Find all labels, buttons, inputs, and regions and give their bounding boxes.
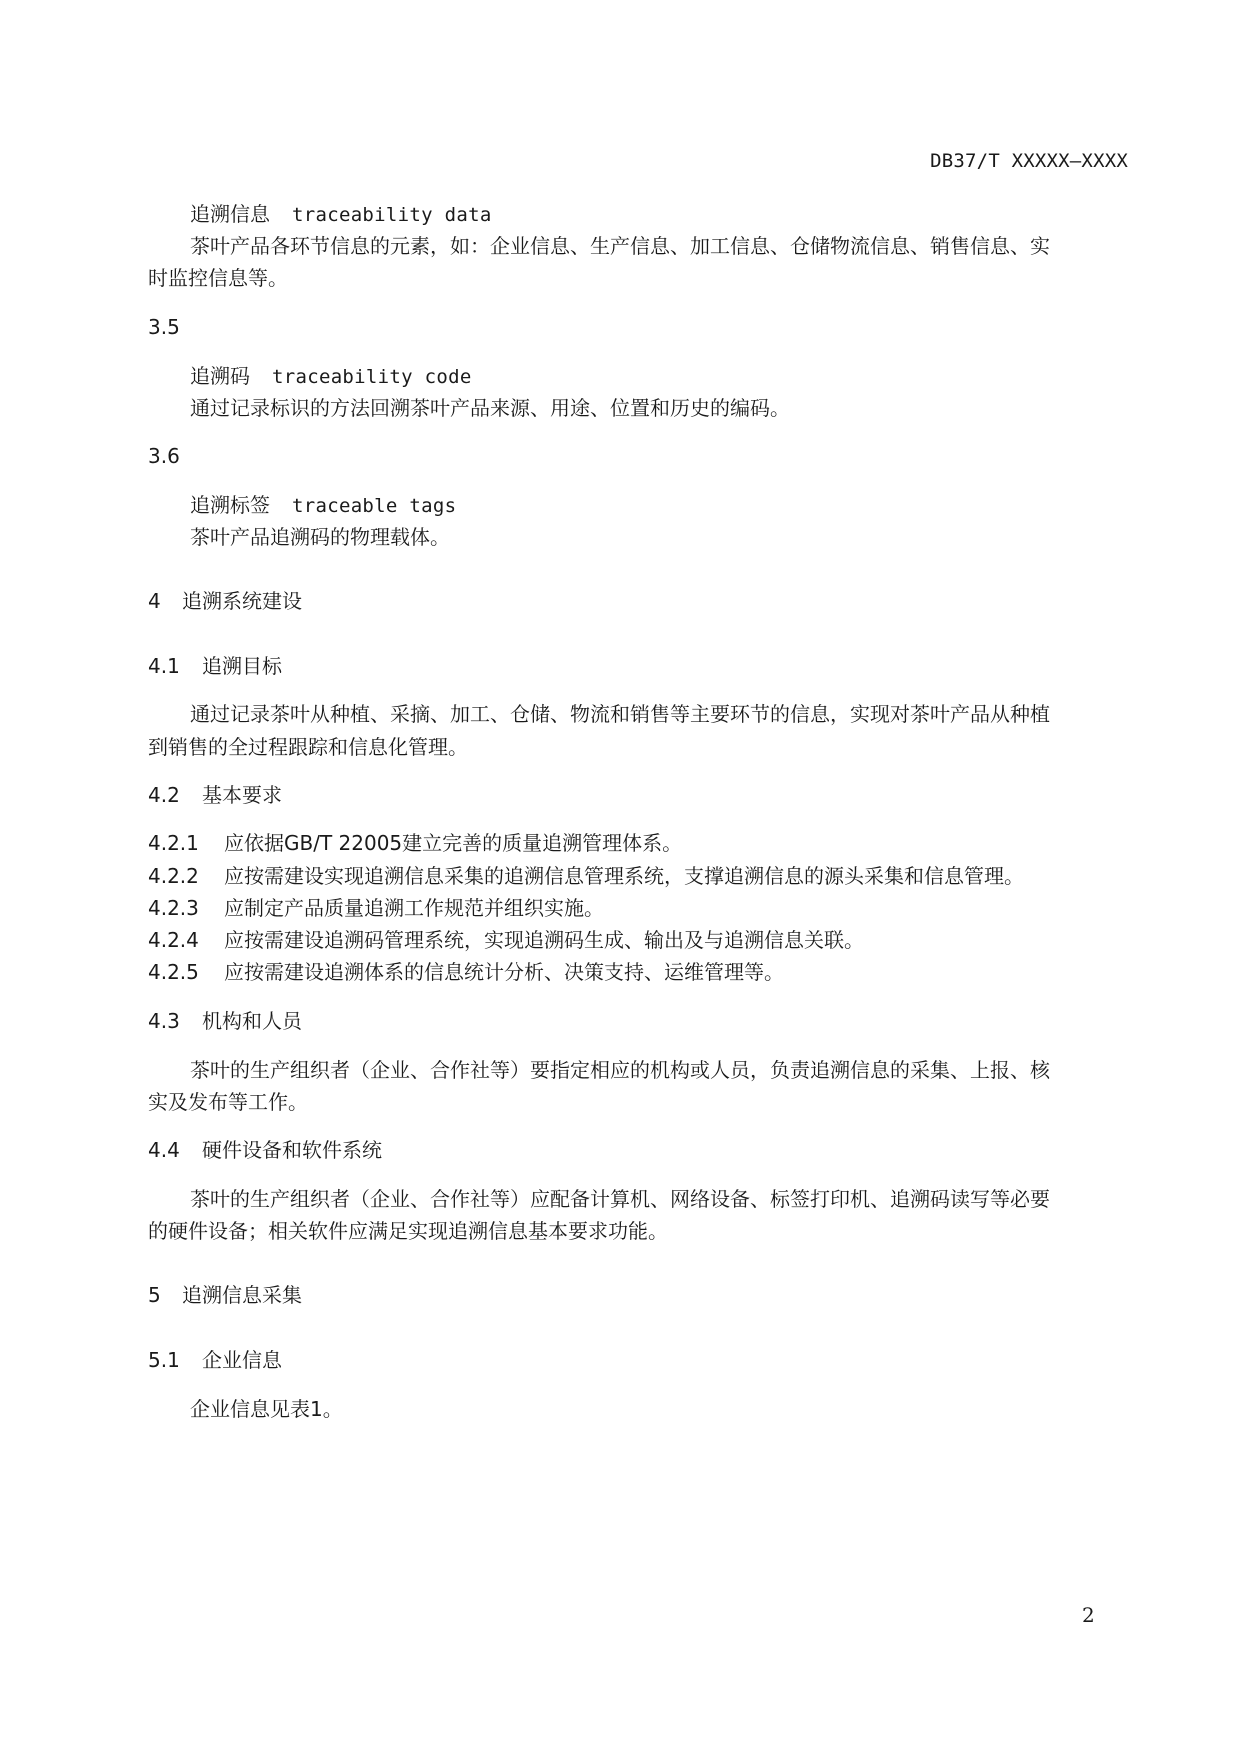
subsection-heading xyxy=(148,1345,282,1375)
clause-text: 应依据GB/T 22005建立完善的质量追溯管理体系。 xyxy=(224,831,683,855)
section-title: 追溯系统建设 xyxy=(182,589,302,613)
term-definition: 茶叶产品各环节信息的元素，如：企业信息、生产信息、加工信息、仓储物流信息、销售信息、实 xyxy=(190,234,1050,258)
term-number: 3.5 xyxy=(148,315,180,339)
clause-item xyxy=(148,828,682,858)
paragraph-line: 茶叶的生产组织者（企业、合作社等）应配备计算机、网络设备、标签打印机、追溯码读写等必要 xyxy=(190,1187,1050,1211)
term-zh: 追溯标签 xyxy=(190,493,270,517)
subsection-heading xyxy=(148,1006,302,1036)
subsection-number: 4.2 xyxy=(148,783,180,807)
section-title: 追溯信息采集 xyxy=(182,1283,302,1307)
term-en: traceable tags xyxy=(292,495,457,517)
clause-text: 应制定产品质量追溯工作规范并组织实施。 xyxy=(224,896,604,920)
term-definition: 通过记录标识的方法回溯茶叶产品来源、用途、位置和历史的编码。 xyxy=(190,396,790,420)
subsection-number: 4.3 xyxy=(148,1009,180,1033)
term-en: traceability data xyxy=(292,204,492,226)
subsection-heading xyxy=(148,780,282,810)
paragraph-line: 企业信息见表1。 xyxy=(190,1397,343,1421)
section-number: 4 xyxy=(148,589,161,613)
clause-number: 4.2.2 xyxy=(148,864,199,888)
term-traceable-tags xyxy=(190,490,456,521)
page-number: 2 xyxy=(1082,1603,1095,1627)
clause-number: 4.2.1 xyxy=(148,831,199,855)
term-zh: 追溯信息 xyxy=(190,202,270,226)
section-heading xyxy=(148,586,302,616)
clause-number: 4.2.5 xyxy=(148,960,199,984)
paragraph-line: 实及发布等工作。 xyxy=(148,1090,308,1114)
clause-item xyxy=(148,925,864,955)
subsection-title: 追溯目标 xyxy=(202,654,282,678)
subsection-title: 硬件设备和软件系统 xyxy=(202,1138,382,1162)
clause-text: 应按需建设追溯码管理系统，实现追溯码生成、输出及与追溯信息关联。 xyxy=(224,928,864,952)
term-number: 3.6 xyxy=(148,444,180,468)
paragraph-line: 的硬件设备；相关软件应满足实现追溯信息基本要求功能。 xyxy=(148,1219,668,1243)
subsection-title: 机构和人员 xyxy=(202,1009,302,1033)
subsection-title: 企业信息 xyxy=(202,1348,282,1372)
subsection-title: 基本要求 xyxy=(202,783,282,807)
term-definition-continued: 时监控信息等。 xyxy=(148,266,288,290)
clause-text: 应按需建设实现追溯信息采集的追溯信息管理系统，支撑追溯信息的源头采集和信息管理。 xyxy=(224,864,1024,888)
subsection-number: 4.4 xyxy=(148,1138,180,1162)
clause-number: 4.2.4 xyxy=(148,928,199,952)
paragraph-line: 茶叶的生产组织者（企业、合作社等）要指定相应的机构或人员，负责追溯信息的采集、上报、核 xyxy=(190,1058,1050,1082)
paragraph-line: 到销售的全过程跟踪和信息化管理。 xyxy=(148,735,468,759)
term-definition: 茶叶产品追溯码的物理载体。 xyxy=(190,525,450,549)
section-heading xyxy=(148,1280,302,1310)
document-code: DB37/T XXXXX—XXXX xyxy=(930,150,1128,172)
section-number: 5 xyxy=(148,1283,161,1307)
clause-number: 4.2.3 xyxy=(148,896,199,920)
subsection-number: 4.1 xyxy=(148,654,180,678)
clause-text: 应按需建设追溯体系的信息统计分析、决策支持、运维管理等。 xyxy=(224,960,784,984)
term-traceability-data xyxy=(190,199,492,230)
subsection-heading xyxy=(148,1135,382,1165)
term-zh: 追溯码 xyxy=(190,364,250,388)
subsection-heading xyxy=(148,651,282,681)
term-traceability-code xyxy=(190,361,472,392)
clause-item xyxy=(148,893,604,923)
paragraph-line: 通过记录茶叶从种植、采摘、加工、仓储、物流和销售等主要环节的信息，实现对茶叶产品从种植 xyxy=(190,702,1050,726)
clause-item xyxy=(148,957,784,987)
clause-item xyxy=(148,861,1024,891)
subsection-number: 5.1 xyxy=(148,1348,180,1372)
term-en: traceability code xyxy=(272,366,472,388)
